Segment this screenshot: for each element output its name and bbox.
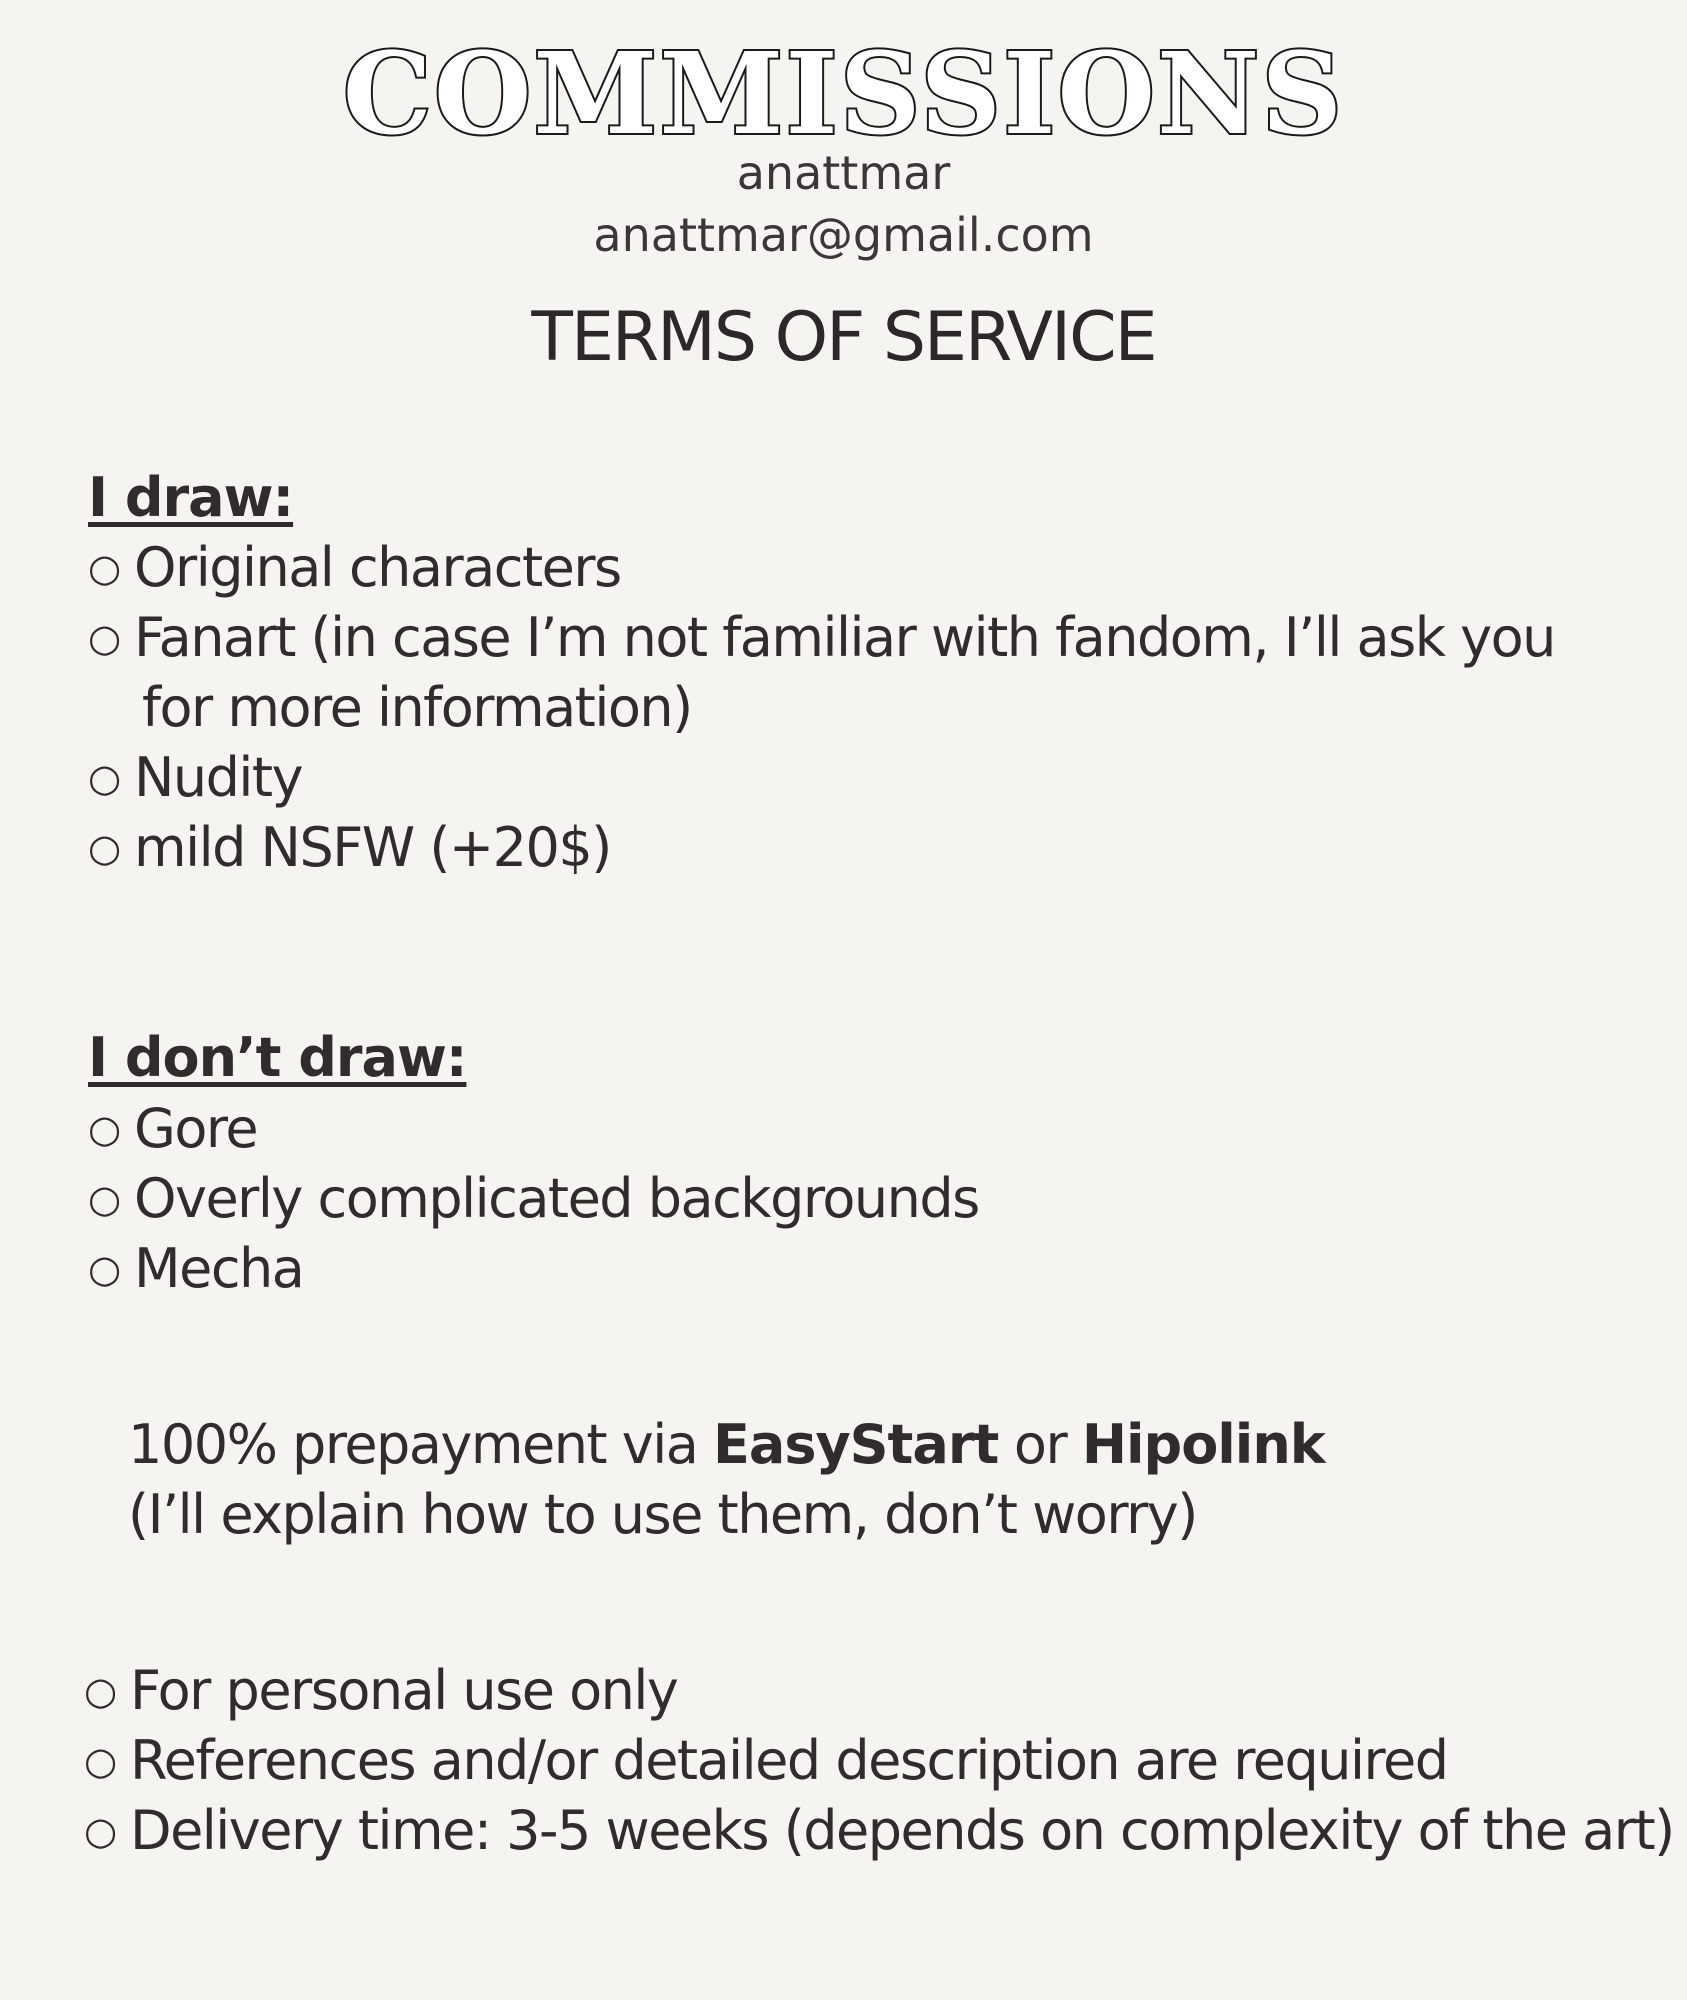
list-item: ○ Nudity xyxy=(88,743,1555,813)
i-dont-draw-list xyxy=(88,1094,979,1304)
i-draw-list xyxy=(88,533,1555,883)
terms-of-service-heading: TERMS OF SERVICE xyxy=(531,298,1156,377)
bullet-icon: ○ xyxy=(88,1177,120,1221)
bullet-icon: ○ xyxy=(88,1247,120,1291)
artist-email: anattmar@gmail.com xyxy=(593,208,1094,262)
payment-info xyxy=(128,1410,1325,1550)
list-item: ○ Gore xyxy=(88,1094,979,1164)
i-dont-draw-heading: I don’t draw: xyxy=(88,1026,467,1089)
list-item: ○ Overly complicated backgrounds xyxy=(88,1164,979,1234)
bullet-icon: ○ xyxy=(88,826,120,870)
list-item: ○ References and/or detailed description are required xyxy=(84,1726,1674,1796)
payment-method-easystart: EasyStart xyxy=(713,1413,999,1476)
i-draw-heading: I draw: xyxy=(88,466,294,529)
payment-line: 100% prepayment via EasyStart or Hipolink xyxy=(128,1413,1325,1476)
page-title: COMMISSIONS xyxy=(342,29,1345,160)
list-item: ○ Delivery time: 3-5 weeks (depends on complexity of the art) xyxy=(84,1796,1674,1866)
list-item: ○ For personal use only xyxy=(84,1656,1674,1726)
payment-note: (I’ll explain how to use them, don’t worry) xyxy=(128,1483,1197,1546)
bullet-icon: ○ xyxy=(88,616,120,660)
terms-list xyxy=(84,1656,1674,1866)
artist-username: anattmar xyxy=(736,146,951,200)
list-item: ○ Original characters xyxy=(88,533,1555,603)
payment-method-hipolink: Hipolink xyxy=(1081,1413,1325,1476)
list-item: ○ Fanart (in case I’m not familiar with fandom, I’ll ask you for more information) xyxy=(88,603,1555,743)
bullet-icon: ○ xyxy=(88,756,120,800)
bullet-icon: ○ xyxy=(84,1739,116,1783)
bullet-icon: ○ xyxy=(88,546,120,590)
bullet-icon: ○ xyxy=(84,1809,116,1853)
list-item: ○ mild NSFW (+20$) xyxy=(88,813,1555,883)
bullet-icon: ○ xyxy=(88,1107,120,1151)
bullet-icon: ○ xyxy=(84,1669,116,1713)
list-item: ○ Mecha xyxy=(88,1234,979,1304)
